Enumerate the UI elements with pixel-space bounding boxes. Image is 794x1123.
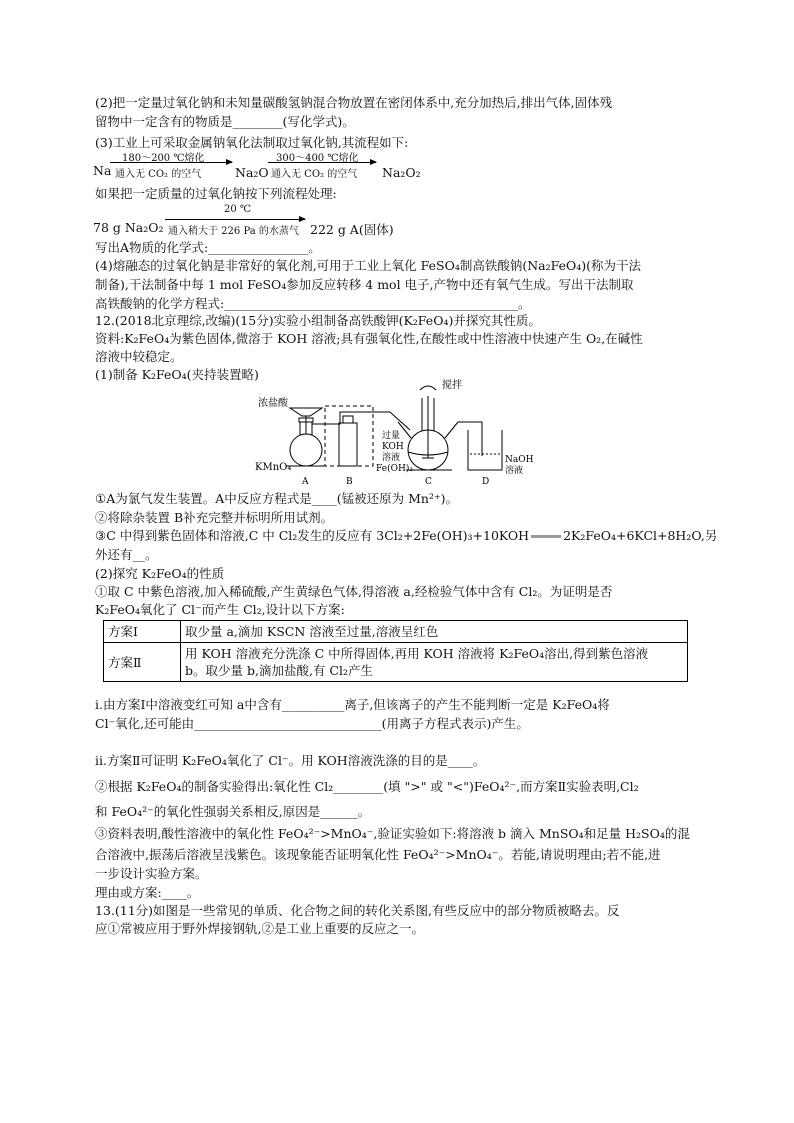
- flow1-arrow1: [110, 162, 232, 163]
- flow1-na2o: Na₂O: [235, 165, 269, 180]
- flow2-start: 78 g Na₂O₂: [93, 220, 164, 235]
- q2-line1: (2)把一定量过氧化钠和未知量碳酸氢钠混合物放置在密闭体系中,充分加热后,排出气体,固体残: [95, 95, 613, 110]
- label-b: B: [346, 477, 353, 486]
- step3-post: 2K₂FeO₄+6KCl+8H₂O,另: [563, 528, 718, 543]
- box-b: [325, 406, 373, 466]
- step3-pre: ③C 中得到紫色固体和溶液,C 中 Cl₂发生的反应有 3Cl₂+2Fe(OH)₃+10KOH: [95, 528, 530, 543]
- flow2-arrow: [165, 219, 305, 220]
- label-naoh1: NaOH: [505, 455, 534, 465]
- info-line1: 资料:K₂FeO₄为紫色固体,微溶于 KOH 溶液;具有强氧化性,在酸性或中性溶液中快速产生 O₂,在碱性: [95, 331, 643, 346]
- plan2-text-line1: 用 KOH 溶液充分洗涤 C 中所得固体,再用 KOH 溶液将 K₂FeO₄溶出,得到紫色溶液: [185, 646, 649, 661]
- part1-title: (1)制备 K₂FeO₄(夹持装置略): [95, 367, 259, 382]
- q4-line3: 高铁酸钠的化学方程式:_______________________________________________。: [95, 296, 531, 311]
- q2-compare-line1: ②根据 K₂FeO₄的制备实验得出:氧化性 Cl₂________(填 ">" 或 "<")FeO₄²⁻,而方案Ⅱ实验表明,Cl₂: [95, 779, 639, 794]
- label-koh1: 过量: [382, 431, 401, 441]
- step3-line2: 外还有__。: [95, 547, 158, 562]
- q3-verify-line3: 一步设计实验方案。: [95, 866, 208, 881]
- apparatus-figure: [220, 378, 550, 486]
- sub-i-line1: ⅰ.由方案Ⅰ中溶液变红可知 a中含有__________离子,但该离子的产生不能判断一定是 K₂FeO₄将: [95, 697, 610, 712]
- q3-line3: 写出A物质的化学式:________________。: [95, 240, 321, 255]
- plan2-text-line2: b。取少量 b,滴加盐酸,有 Cl₂产生: [185, 663, 373, 678]
- step2: ②将除杂装置 B补充完整并标明所用试剂。: [95, 510, 334, 525]
- label-koh3: 溶液: [382, 453, 401, 463]
- flow1-arrow2: [268, 162, 376, 163]
- flow2-top: 20 ℃: [224, 204, 252, 215]
- q2-compare-line2: 和 FeO₄²⁻的氧化性强弱关系相反,原因是______。: [95, 804, 371, 819]
- q2-line2: 留物中一定含有的物质是________(写化学式)。: [95, 114, 355, 129]
- q13-line2: 应①常被应用于野外焊接钢轨,②是工业上重要的反应之一。: [95, 921, 424, 936]
- q3-verify-line1: ③资料表明,酸性溶液中的氧化性 FeO₄²⁻>MnO₄⁻,验证实验如下:将溶液 b 滴入 MnSO₄和足量 H₂SO₄的混: [95, 826, 690, 841]
- plan1-label: 方案Ⅰ: [104, 621, 181, 643]
- label-a: A: [302, 477, 309, 486]
- equation-sign: [531, 535, 561, 538]
- beaker-d: [468, 430, 502, 470]
- plan2-text: [181, 643, 688, 682]
- flow1-top1: 180～200 ℃熔化: [122, 153, 205, 164]
- plan-table: [103, 620, 688, 682]
- label-c: C: [425, 477, 432, 486]
- label-koh2: KOH: [382, 442, 404, 452]
- part2-title: (2)探究 K₂FeO₄的性质: [95, 566, 225, 581]
- test1-line1: ①取 C 中紫色溶液,加入稀硫酸,产生黄绿色气体,得溶液 a,经检验气体中含有 Cl₂。为证明是否: [95, 584, 613, 599]
- label-stir: 搅拌: [442, 380, 462, 391]
- flow2-end: 222 g A(固体): [310, 222, 394, 237]
- q3-verify-line4: 理由或方案:____。: [95, 885, 200, 900]
- label-naoh2: 溶液: [505, 466, 524, 476]
- label-d: D: [482, 477, 490, 486]
- sub-i-line2: Cl⁻氧化,还可能由______________________________(用离子方程式表示)产生。: [95, 716, 529, 731]
- table-row: [104, 643, 688, 682]
- label-kmno4: KMnO₄: [255, 462, 292, 473]
- flow1-top2: 300～400 ℃熔化: [276, 153, 359, 164]
- q12-title: 12.(2018北京理综,改编)(15分)实验小组制备高铁酸钾(K₂FeO₄)并探究其性质。: [95, 313, 541, 328]
- plan1-text: 取少量 a,滴加 KSCN 溶液至过量,溶液呈红色: [181, 621, 688, 643]
- label-feoh3: Fe(OH)₃: [376, 464, 413, 474]
- q4-line2: 制备),干法制备中每 1 mol FeSO₄参加反应转移 4 mol 电子,产物中还有氧气生成。写出干法制取: [95, 277, 634, 292]
- table-row: [104, 621, 688, 643]
- flow1-na: Na: [93, 163, 112, 178]
- info-line2: 溶液中较稳定。: [95, 349, 183, 364]
- step3-line1: [95, 528, 717, 544]
- q3-line: (3)工业上可采取金属钠氧化法制取过氧化钠,其流程如下:: [95, 135, 409, 150]
- q4-line1: (4)熔融态的过氧化钠是非常好的氧化剂,可用于工业上氧化 FeSO₄制高铁酸钠(Na₂FeO₄)(称为干法: [95, 258, 642, 273]
- flow1-bot1: 通入无 CO₂ 的空气: [115, 169, 202, 180]
- sub-ii: ⅱ.方案Ⅱ可证明 K₂FeO₄氧化了 Cl⁻。用 KOH溶液洗涤的目的是____。: [95, 753, 486, 768]
- flow2-bot: 通入稍大于 226 Pa 的水蒸气: [168, 226, 299, 237]
- plan2-label: 方案Ⅱ: [104, 643, 181, 682]
- q13-line1: 13.(11分)如图是一些常见的单质、化合物之间的转化关系图,有些反应中的部分物质被略去。反: [95, 903, 620, 918]
- flow1-na2o2: Na₂O₂: [382, 165, 421, 180]
- step1: ①A为氯气发生装置。A中反应方程式是____(锰被还原为 Mn²⁺)。: [95, 491, 458, 506]
- q3-verify-line2: 合溶液中,振荡后溶液呈浅紫色。该现象能否证明氧化性 FeO₄²⁻>MnO₄⁻。若能,请说明理由;若不能,进: [95, 847, 661, 862]
- flow1-bot2: 通入无 CO₂ 的空气: [271, 169, 358, 180]
- flask-a: [290, 434, 322, 466]
- test1-line2: K₂FeO₄氧化了 Cl⁻而产生 Cl₂,设计以下方案:: [95, 602, 345, 617]
- q3-line2: 如果把一定质量的过氧化钠按下列流程处理:: [95, 186, 337, 201]
- label-conc-hcl: 浓盐酸: [258, 398, 288, 409]
